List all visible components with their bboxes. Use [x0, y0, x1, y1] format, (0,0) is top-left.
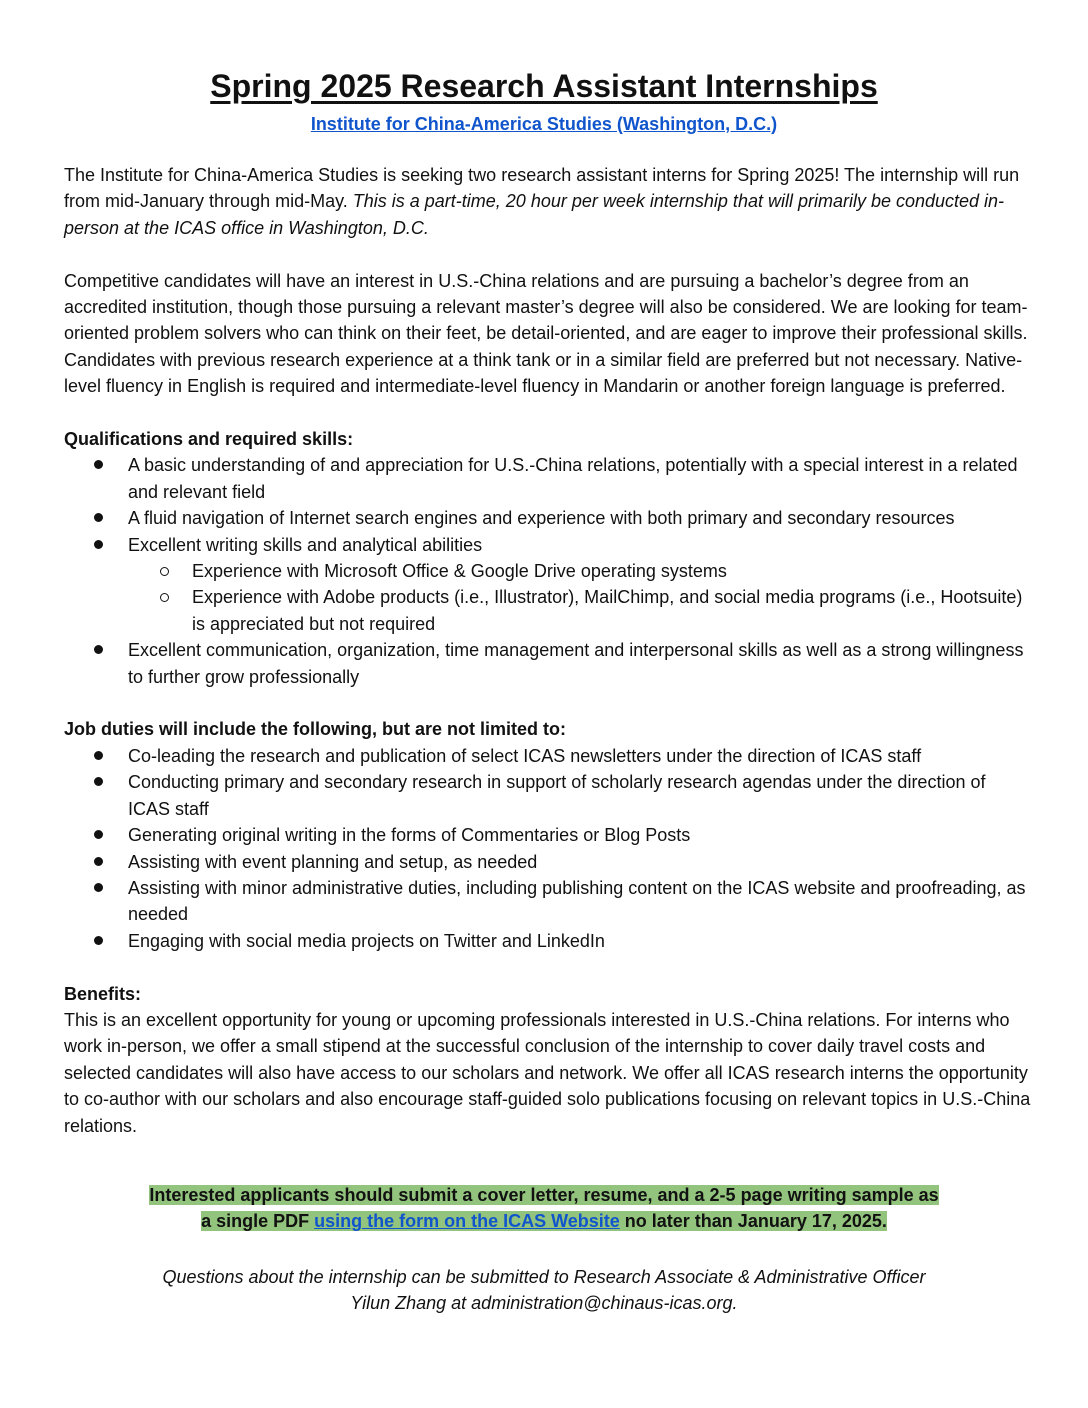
list-item	[64, 822, 1032, 848]
questions-line-1: Questions about the internship can be submitted to Research Associate & Administrative Officer	[162, 1267, 926, 1287]
list-item	[64, 769, 1032, 822]
callout-line-1: Interested applicants should submit a cover letter, resume, and a 2-5 page writing sample as	[149, 1185, 939, 1205]
candidates-paragraph: Competitive candidates will have an interest in U.S.-China relations and are pursuing a bachelor’s degree from an accredited institution, though those pursuing a relevant master’s degree will also be considered. We are looking for team-oriented problem solvers who can think on their feet, be detail-oriented, and are eager to improve their professional skills. Candidates with previous research experience at a think tank or in a similar field are preferred but not necessary. Native-level fluency in English is required and intermediate-level fluency in Mandarin or another foreign language is preferred.	[64, 270, 1028, 397]
sub-list-item-text: Experience with Adobe products (i.e., Illustrator), MailChimp, and social media programs (i.e., Hootsuite) is appreciated but not required	[192, 587, 1023, 634]
list-item	[64, 928, 1032, 954]
list-item	[64, 637, 1032, 690]
list-item-text: Excellent writing skills and analytical abilities	[128, 534, 483, 555]
sub-list-item	[64, 584, 1032, 637]
list-item-text: A basic understanding of and appreciation for U.S.-China relations, potentially with a special interest in a related and relevant field	[128, 455, 1018, 502]
list-item-text: Assisting with minor administrative duties, including publishing content on the ICAS website and proofreading, as needed	[128, 877, 1026, 925]
list-item	[64, 452, 1032, 505]
list-item	[64, 743, 1032, 769]
sub-list-item-text: Experience with Microsoft Office & Google Drive operating systems	[192, 561, 727, 582]
list-item-text: Co-leading the research and publication of select ICAS newsletters under the direction of ICAS staff	[128, 745, 922, 766]
questions-line-2: Yilun Zhang at administration@chinaus-icas.org.	[350, 1293, 738, 1314]
questions-note	[0, 1264, 1088, 1317]
hollow-bullet-icon	[160, 567, 169, 576]
bullet-icon	[94, 540, 103, 549]
page-title: Spring 2025 Research Assistant Internships	[210, 68, 878, 104]
bullet-icon	[94, 645, 103, 654]
duties-heading: Job duties will include the following, but are not limited to:	[64, 719, 566, 740]
application-callout	[0, 1182, 1088, 1235]
sub-list	[128, 558, 1032, 637]
hollow-bullet-icon	[160, 593, 169, 602]
bullet-icon	[94, 777, 103, 786]
intro-text: The Institute for China-America Studies is seeking two research assistant interns for Spring 2025! The internship will run from mid-January through mid-May.	[64, 165, 1020, 212]
list-item-text: Conducting primary and secondary research in support of scholarly research agendas under the direction of ICAS staff	[128, 772, 986, 819]
bullet-icon	[94, 751, 103, 760]
application-form-link[interactable]: using the form on the ICAS Website	[314, 1211, 620, 1232]
benefits-paragraph: This is an excellent opportunity for young or upcoming professionals interested in U.S.-China relations. For interns who work in-person, we offer a small stipend at the successful conclusion of the internship to cover daily travel costs and selected candidates will also have access to our scholars and network. We offer all ICAS research interns the opportunity to co-author with our scholars and also encourage staff-guided solo publications focusing on relevant topics in U.S.-China relations.	[64, 1009, 1031, 1136]
intro-paragraph	[64, 162, 1032, 241]
list-item-text: A fluid navigation of Internet search engines and experience with both primary and secondary resources	[128, 508, 955, 529]
callout-prefix: a single PDF	[201, 1211, 315, 1232]
bullet-icon	[94, 883, 103, 892]
list-item-text: Generating original writing in the forms of Commentaries or Blog Posts	[128, 825, 691, 846]
qualifications-heading: Qualifications and required skills:	[64, 429, 354, 450]
list-item	[64, 849, 1032, 875]
sub-list-item	[64, 558, 1032, 584]
bullet-icon	[94, 830, 103, 839]
institute-link[interactable]: Institute for China-America Studies (Washington, D.C.)	[310, 114, 778, 134]
duties-list	[64, 743, 1032, 954]
list-item	[64, 505, 1032, 531]
list-item	[64, 532, 1032, 638]
bullet-icon	[94, 857, 103, 866]
qualifications-list	[64, 452, 1032, 690]
document-body	[64, 162, 1032, 1139]
list-item-text: Engaging with social media projects on Twitter and LinkedIn	[128, 930, 605, 951]
bullet-icon	[94, 513, 103, 522]
intro-italic-text: This is a part-time, 20 hour per week internship that will primarily be conducted in-person at the ICAS office in Washington, D.C.	[64, 191, 1005, 238]
benefits-heading: Benefits:	[64, 983, 142, 1004]
callout-deadline: no later than January 17, 2025.	[619, 1211, 887, 1232]
callout-line-2	[201, 1211, 887, 1231]
bullet-icon	[94, 460, 103, 469]
list-item	[64, 875, 1032, 928]
list-item-text: Assisting with event planning and setup, as needed	[128, 851, 538, 872]
bullet-icon	[94, 936, 103, 945]
list-item-text: Excellent communication, organization, time management and interpersonal skills as well as a strong willingness to further grow professionally	[128, 640, 1024, 687]
